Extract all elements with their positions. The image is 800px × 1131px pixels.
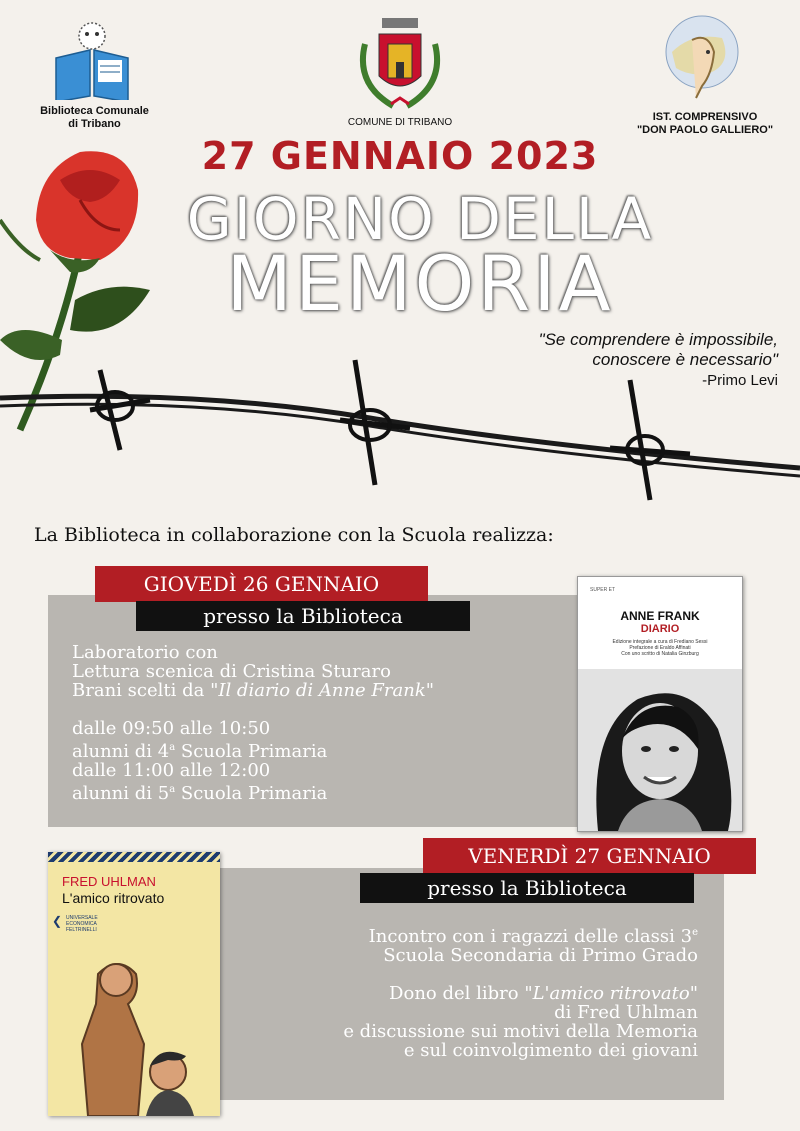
event1-details: Laboratorio con Lettura scenica di Cristina Sturaro Brani scelti da "Il diario di Anne Frank" dalle 09:50 alle 10:50 alunni di 4$^a$ Scuola Primaria dalle 11:00 alle 12:00 alunni di 5$^a$ Scuola Primaria [72,642,435,804]
amico-ritrovato-book-cover: FRED UHLMAN L'amico ritrovato ❮ UNIVERSALE ECONOMICA FELTRINELLI [48,852,220,1116]
event1-date: GIOVEDÌ 26 GENNAIO [95,566,428,602]
school-caption: IST. COMPRENSIVO "DON PAOLO GALLIERO" [636,111,774,136]
event-date-title: 27 GENNAIO 2023 [201,134,599,178]
event1-place: presso la Biblioteca [136,601,470,631]
quote-author: -Primo Levi [702,372,778,389]
school-logo [662,12,742,102]
intro-text: La Biblioteca in collaborazione con la Scuola realizza: [34,524,554,546]
title-line-2: MEMORIA [226,239,614,328]
anne-frank-book-cover: SUPER ET ANNE FRANK DIARIO Edizione integrale a cura di Frediano Sessi Prefazione di Eraldo Affinati Con uno scritto di Natalia Ginzburg [577,576,743,832]
title-line-1: GIORNO DELLA [186,185,654,253]
event2-details: Incontro con i ragazzi delle classi 3e Scuola Secondaria di Primo Grado Dono del libro "L'amico ritrovato" di Fred Uhlman e discussione sui motivi della Memoria e sul coinvolgimento dei giovani [343,926,698,1061]
library-logo [52,18,132,100]
comune-coat-of-arms [355,14,445,114]
comune-caption: COMUNE DI TRIBANO [347,117,453,128]
event2-place: presso la Biblioteca [360,873,694,903]
event2-date: VENERDÌ 27 GENNAIO [423,838,756,874]
barbed-wire [0,350,800,510]
primo-levi-quote: "Se comprendere è impossibile, conoscere è necessario" [538,330,778,369]
library-caption: Biblioteca Comunale di Tribano [40,105,149,130]
feltrinelli-icon: ❮ [52,914,63,928]
